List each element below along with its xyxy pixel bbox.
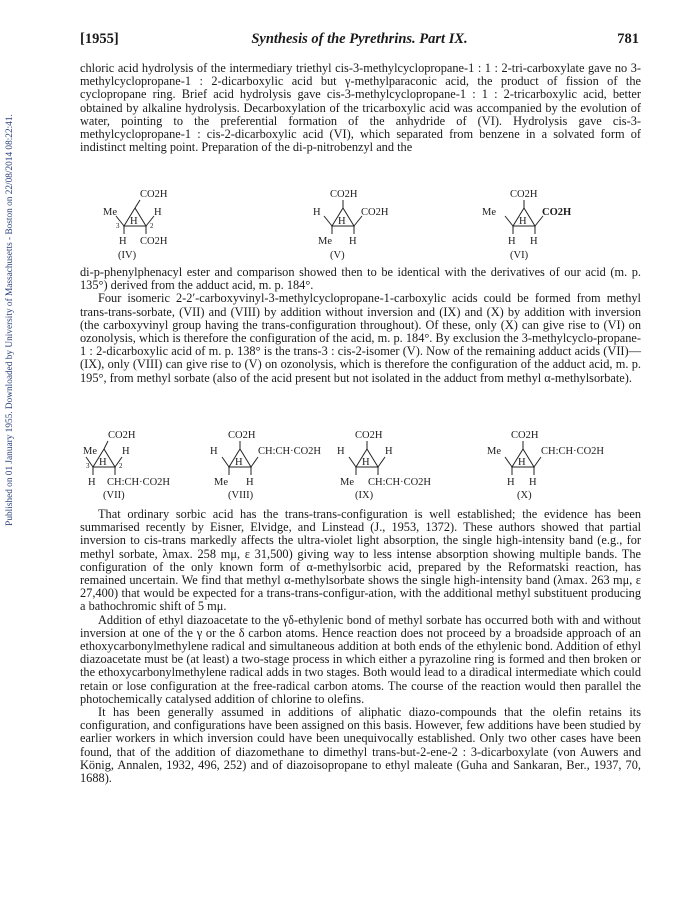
VI-inner: H — [519, 216, 527, 227]
V-bottom-left: Me — [318, 236, 332, 247]
VII-right: H — [122, 446, 130, 457]
VIII-top: CO2H — [228, 430, 256, 441]
VIII-bottom-right: H — [246, 477, 254, 488]
IX-bottom-right: CH:CH·CO2H — [368, 477, 432, 488]
header-year: [1955] — [80, 31, 119, 47]
V-left: H — [313, 207, 321, 218]
IV-bottom-right: CO2H — [140, 236, 168, 247]
VII-top: CO2H — [108, 430, 136, 441]
X-bottom-right: H — [529, 477, 537, 488]
VI-bottom-left: H — [508, 236, 516, 247]
paragraph-continued: chloric acid hydrolysis of the intermediary triethyl cis-3-methylcyclopropane-1 : 1 : 2-tri-carboxylate gave no 3-methylcyclopropane-1 : 2-dicarboxylic acid but γ-methylparaconic acid, the product of fission of the cyclopropane ring. Brief acid hydrolysis gave cis-3-methylcyclopropane-1 : 1 : 2-tricarboxylic acid, better obtained by alkaline hydrolysis. Decarboxylation of the tricarboxylic acid was accompanied by the evolution of water, pointing to the preferential formation of the anhydride of (VI). Hydrolysis gave cis-3-methylcyclopropane-1 : cis-2-dicarboxylic acid (VI), which separated from benzene in a solvated form of indistinct melting point. Preparation of the di-p-nitrobenzyl and the — [80, 61, 641, 155]
IX-right: H — [385, 446, 393, 457]
IX-bottom-left: Me — [340, 477, 354, 488]
V-right: CO2H — [361, 207, 389, 218]
VII-label: (VII) — [103, 490, 125, 501]
V-label: (V) — [330, 250, 345, 261]
V-inner: H — [338, 216, 346, 227]
VI-right: CO2H — [542, 207, 572, 218]
IV-top: CO2H — [140, 189, 168, 200]
page-number: 781 — [617, 31, 639, 47]
VIII-right: CH:CH·CO2H — [258, 446, 322, 457]
header-title: Synthesis of the Pyrethrins. Part IX. — [251, 31, 468, 47]
VIII-label: (VIII) — [228, 490, 254, 501]
VII-bottom-left: H — [88, 477, 96, 488]
VI-left: Me — [482, 207, 496, 218]
IV-num3: 3 — [116, 222, 120, 230]
IV-left: Me — [103, 207, 117, 218]
X-inner: H — [518, 457, 526, 468]
X-bottom-left: H — [507, 477, 515, 488]
VIII-bottom-left: Me — [214, 477, 228, 488]
X-right: CH:CH·CO2H — [541, 446, 605, 457]
paragraph-sorbic: That ordinary sorbic acid has the trans-trans-configuration is well established; the evidence has been summarised recently by Eisner, Elvidge, and Linstead (J., 1953, 1372). These authors showed that partial inversion to cis-trans markedly affects the ultra-violet light absorption, the single high-intensity band (e.g., for methyl sorbate, λmax. 258 mμ, ε 31,500) giving way to less intense absorption showing multiple bands. The configuration of the only known form of α-methylsorbic acid, prepared by the Reformatski reaction, has remained uncertain. We find that methyl α-methylsorbate shows the single high-intensity band (λmax. 263 mμ, ε 27,400) that would be expected for a trans-trans-configur-ation, with the additional methyl substituent producing a bathochromic shift of 5 mμ. — [80, 507, 641, 614]
IV-bottom-left: H — [119, 236, 127, 247]
VIII-inner: H — [235, 457, 243, 468]
paragraph-ester: di-p-phenylphenacyl ester and comparison showed then to be identical with the derivatives of our acid (m. p. 135°) derived from the adduct acid, m. p. 184°. — [80, 265, 641, 293]
paragraph-isomers: Four isomeric 2-2′-carboxyvinyl-3-methylcyclopropane-1-carboxylic acids could be formed from methyl trans-trans-sorbate, (VII) and (VIII) by addition without inversion and (IX) and (X) by addition with inversion (the carboxyvinyl group having the trans-configuration throughout). Of these, only (X) can give rise to (VI) on ozonolysis, which is therefore the configuration of the acid, m. p. 184°. By exclusion the 3-methylcyclo-propane-1 : 2-dicarboxylic acid of m. p. 138° is the trans-3 : cis-2-isomer (V). Now of the remaining adduct acids (VII)—(IX), only (VIII) can give rise to (V) on ozonolysis, which is therefore the configuration of the adduct acid, m. p. 195°, from methyl sorbate (also of the acid present but not isolated in the adduct from methyl α-methylsorbate). — [80, 291, 641, 385]
IV-num2: 2 — [150, 222, 154, 230]
IX-top: CO2H — [355, 430, 383, 441]
VII-left: Me — [83, 446, 97, 457]
IX-label: (IX) — [355, 490, 374, 501]
V-bottom-right: H — [349, 236, 357, 247]
X-top: CO2H — [511, 430, 539, 441]
VI-bottom-right: H — [530, 236, 538, 247]
X-left: Me — [487, 446, 501, 457]
VII-inner: H — [99, 457, 107, 468]
IX-left: H — [337, 446, 345, 457]
VII-num2: 2 — [119, 462, 123, 470]
IV-right: H — [154, 207, 162, 218]
V-top: CO2H — [330, 189, 358, 200]
VIII-left: H — [210, 446, 218, 457]
IV-label: (IV) — [118, 250, 137, 261]
IX-inner: H — [362, 457, 370, 468]
IV-inner: H — [130, 216, 138, 227]
download-watermark-text: Published on 01 January 1955. Downloaded by University of Massachusetts - Boston on 22/08/2014 08:22:41. — [5, 114, 15, 526]
VI-top: CO2H — [510, 189, 538, 200]
VII-num3: 3 — [86, 462, 90, 470]
paragraph-diazo-compounds: It has been generally assumed in additions of aliphatic diazo-compounds that the olefin retains its configuration, and configurations have been assigned on this basis. However, few additions have been studied by earlier workers in which inversion could have been unequivocally established. Only two other cases have been found, that of the addition of diazomethane to dimethyl trans-but-2-ene-2 : 3-dicarboxylate (von Auwers and König, Annalen, 1932, 496, 252) and of diazoisopropane to ethyl maleate (Guha and Sankaran, Ber., 1937, 70, 1688). — [80, 705, 641, 786]
paragraph-diazoacetate: Addition of ethyl diazoacetate to the γδ-ethylenic bond of methyl sorbate has occurred both with and without inversion at one of the γ or the δ carbon atoms. Hence reaction does not proceed by a broadside approach of an ethoxycarbonylmethylene radical and simultaneous addition at both ends of the ethylenic bond. Addition of ethyl diazoacetate must be (at least) a two-stage process in which either a pyrazoline ring is formed and then broken or the ethoxycarbonylmethylene radical adds in two stages. Both would lead to a diradical intermediate which could retain or lose configuration at the free-radical carbon atoms. The course of the reaction would then parallel the photochemically catalysed addition of chlorine to olefins. — [80, 612, 641, 706]
VII-bottom-right: CH:CH·CO2H — [107, 477, 171, 488]
X-label: (X) — [517, 490, 532, 501]
VI-label: (VI) — [510, 250, 529, 261]
text-block-3 — [80, 508, 641, 785]
